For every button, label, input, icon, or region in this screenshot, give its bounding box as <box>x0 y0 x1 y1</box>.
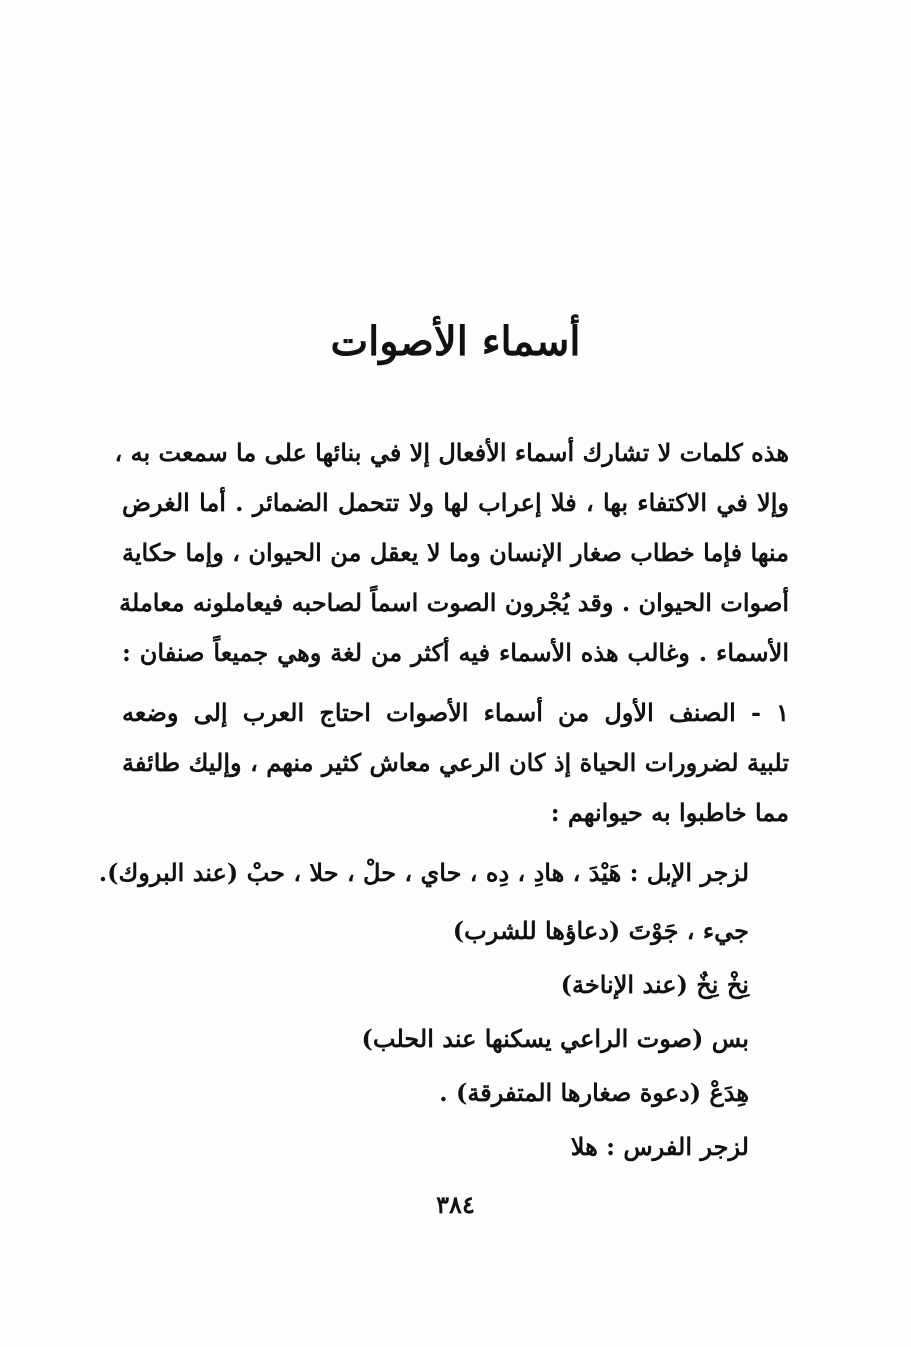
paragraph-line: الأسماء . وغالب هذه الأسماء فيه أكثر من لغة وهي جميعاً صنفان : <box>122 638 789 667</box>
page-title: أسماء الأصوات <box>330 318 581 365</box>
paragraph-line: وإلا في الاكتفاء بها ، فلا إعراب لها ولا تتحمل الضمائر . أما الغرض <box>122 488 789 517</box>
list-item: جيء ، جَوْتَ (دعاؤها للشرب) <box>452 916 749 945</box>
list-item: لزجر الفرس : هلا <box>570 1132 749 1161</box>
list-item: هِدَعْ (دعوة صغارها المتفرقة) . <box>439 1078 749 1107</box>
section-line: ١ - الصنف الأول من أسماء الأصوات احتاج العرب إلى وضعه <box>122 698 789 727</box>
list-item: لزجر الإبل : هَيْدَ ، هادِ ، دِه ، حاي ، حلْ ، حلا ، حبْ (عند البروك). <box>98 858 749 887</box>
paragraph-line: هذه كلمات لا تشارك أسماء الأفعال إلا في بنائها على ما سمعت به ، <box>114 438 789 467</box>
paragraph-line: منها فإما خطاب صغار الإنسان وما لا يعقل من الحيوان ، وإما حكاية <box>122 538 789 567</box>
list-item: بس (صوت الراعي يسكنها عند الحلب) <box>361 1024 749 1053</box>
paragraph-line: أصوات الحيوان . وقد يُجْرون الصوت اسماً لصاحبه فيعاملونه معاملة <box>119 588 789 617</box>
section-line: تلبية لضرورات الحياة إذ كان الرعي معاش كثير منهم ، وإليك طائفة <box>122 748 789 777</box>
list-item: نِخْ نِخٌ (عند الإناخة) <box>560 970 749 999</box>
page-number: ٣٨٤ <box>436 1190 475 1219</box>
section-line: مما خاطبوا به حيوانهم : <box>550 798 789 827</box>
